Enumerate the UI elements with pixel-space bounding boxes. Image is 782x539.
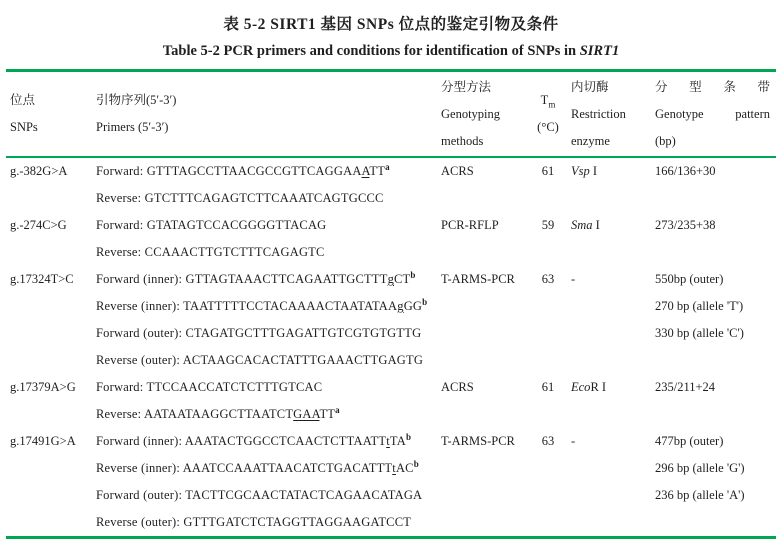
- primer-line: [96, 401, 437, 428]
- primer-line: [96, 509, 437, 536]
- header-tm-symbol: $T_m$: [540, 93, 556, 110]
- header-tm-unit: (°C): [537, 120, 559, 134]
- sequence-text: GG: [403, 299, 423, 313]
- footnote-marker: a: [335, 404, 340, 415]
- header-snp: [6, 71, 92, 158]
- pcr-primers-table: [6, 69, 776, 539]
- pattern-line: 550bp (outer): [655, 272, 724, 286]
- primer-line: [96, 482, 437, 509]
- primer-line: [96, 428, 437, 455]
- tm-subscript: m: [548, 99, 556, 110]
- enzyme-cell: [567, 157, 651, 212]
- primer-line: [96, 185, 437, 212]
- mismatch-base: g: [397, 299, 404, 313]
- header-snp-zh: 位点: [10, 93, 36, 107]
- sequence-text: TT: [319, 407, 336, 421]
- table-row: [6, 374, 776, 428]
- restriction-enzyme: [571, 266, 651, 293]
- tm-cell: [529, 428, 567, 538]
- primer-line: [96, 455, 437, 482]
- header-row: [6, 71, 776, 158]
- header-pattern-en: Genotype pattern: [655, 106, 770, 121]
- primers-cell: [92, 266, 437, 374]
- sequence-text: R I: [590, 380, 607, 394]
- pattern-cell: [651, 266, 776, 374]
- table-title-english: [6, 43, 776, 60]
- footnote-marker: a: [385, 161, 390, 172]
- sequence-text: Reverse (inner): TAATTTTTCCTACAAAACTAATATAA: [96, 299, 398, 313]
- enzyme-cell: [567, 428, 651, 538]
- header-enzyme-en2: enzyme: [571, 133, 610, 148]
- footnote-marker: b: [410, 269, 416, 280]
- table-header: [6, 71, 776, 158]
- header-pattern-unit: (bp): [655, 133, 676, 148]
- snp-id: g.17379A>G: [10, 380, 76, 394]
- table-row: [6, 212, 776, 266]
- sequence-text: Forward (inner): GTTAGTAAACTTCAGAATTGCTTT: [96, 272, 388, 286]
- header-enzyme-zh: 内切酶: [571, 79, 609, 94]
- tm-value: 59: [541, 218, 555, 232]
- primer-line: [96, 158, 437, 185]
- table-title-english-text: Table 5-2 PCR primers and conditions for identification of SNPs in: [162, 43, 580, 59]
- header-method: [437, 71, 529, 158]
- sequence-text: Reverse (inner): AAATCCAAATTAACATCTGACATTT: [96, 461, 393, 475]
- pattern-line: 273/235+38: [655, 218, 716, 232]
- table-row: [6, 428, 776, 538]
- mismatch-base: t: [392, 461, 396, 475]
- header-pattern-zh: 分 型 条 带: [655, 79, 770, 94]
- sequence-text: -: [571, 272, 576, 286]
- tm-cell: [529, 374, 567, 428]
- header-enzyme: [567, 71, 651, 158]
- snp-id: g.-382G>A: [10, 164, 68, 178]
- table-body: [6, 157, 776, 538]
- sequence-text: AC: [395, 461, 414, 475]
- header-method-en1: Genotyping: [441, 106, 501, 121]
- header-method-zh: 分型方法: [441, 79, 492, 94]
- genotyping-method: T-ARMS-PCR: [441, 272, 515, 286]
- snp-cell: [6, 157, 92, 212]
- sequence-text: Forward (outer): CTAGATGCTTTGAGATTGTCGTGTGTTG: [96, 326, 422, 340]
- enzyme-name-italic: Eco: [571, 380, 591, 394]
- header-primers: [92, 71, 437, 158]
- mismatch-base: GAA: [293, 407, 320, 421]
- footnote-marker: b: [422, 296, 428, 307]
- tm-value: 63: [541, 434, 555, 448]
- sequence-text: Reverse: AATAATAAGGCTTAATCT: [96, 407, 294, 421]
- mismatch-base: A: [361, 164, 370, 178]
- primers-cell: [92, 374, 437, 428]
- pattern-cell: [651, 428, 776, 538]
- sequence-text: I: [589, 164, 598, 178]
- pattern-line: 235/211+24: [655, 380, 716, 394]
- snp-cell: [6, 266, 92, 374]
- snp-id: g.-274C>G: [10, 218, 67, 232]
- snp-cell: [6, 212, 92, 266]
- pattern-line: 296 bp (allele 'G'): [655, 461, 745, 475]
- sequence-text: I: [592, 218, 600, 232]
- pattern-line: 166/136+30: [655, 164, 716, 178]
- table-title-chinese: 表 5-2 SIRT1 基因 SNPs 位点的鉴定引物及条件: [223, 16, 559, 33]
- sequence-text: Forward: GTTTAGCCTTAACGCCGTTCAGGAA: [96, 164, 362, 178]
- sequence-text: Forward (outer): TACTTCGCAACTATACTCAGAACATAGA: [96, 488, 423, 502]
- table-row: [6, 266, 776, 374]
- sequence-text: Reverse (outer): GTTTGATCTCTAGGTTAGGAAGATCCT: [96, 515, 412, 529]
- sequence-text: Forward (inner): AAATACTGGCCTCAACTCTTAATT: [96, 434, 387, 448]
- restriction-enzyme: [571, 428, 651, 455]
- enzyme-cell: [567, 374, 651, 428]
- pattern-cell: [651, 374, 776, 428]
- pattern-line: 330 bp (allele 'C'): [655, 326, 744, 340]
- header-enzyme-en1: Restriction: [571, 106, 626, 121]
- header-method-en2: methods: [441, 133, 484, 148]
- sequence-text: Reverse (outer): ACTAAGCACACTATTTGAAACTTGAGTG: [96, 353, 424, 367]
- pattern-cell: [651, 157, 776, 212]
- method-cell: [437, 374, 529, 428]
- footnote-marker: b: [405, 431, 412, 442]
- primer-line: [96, 293, 437, 320]
- primer-line: [96, 239, 437, 266]
- genotyping-method: PCR-RFLP: [441, 218, 499, 232]
- primer-line: [96, 347, 437, 374]
- restriction-enzyme: [571, 374, 651, 401]
- genotyping-method: ACRS: [441, 380, 474, 394]
- table-row: [6, 157, 776, 212]
- sequence-text: Reverse: CCAAACTTGTCTTTCAGAGTC: [96, 245, 325, 259]
- mismatch-base: g: [387, 272, 395, 286]
- enzyme-name-italic: Sma: [571, 218, 593, 232]
- enzyme-cell: [567, 266, 651, 374]
- sequence-text: Forward: TTCCAACCATCTCTTTGTCAC: [96, 380, 323, 394]
- primer-line: [96, 374, 437, 401]
- sequence-text: CT: [394, 272, 411, 286]
- method-cell: [437, 428, 529, 538]
- sequence-text: -: [571, 434, 576, 448]
- restriction-enzyme: [571, 158, 651, 185]
- primers-cell: [92, 157, 437, 212]
- pattern-line: 477bp (outer): [655, 434, 724, 448]
- mismatch-base: t: [386, 434, 390, 448]
- tm-value: 61: [541, 380, 555, 394]
- table-title-gene-name: SIRT1: [579, 43, 620, 59]
- pattern-line: 270 bp (allele 'T'): [655, 299, 744, 313]
- sequence-text: Forward: GTATAGTCCACGGGGTTACAG: [96, 218, 327, 232]
- header-tm: [529, 71, 567, 158]
- snp-id: g.17491G>A: [10, 434, 76, 448]
- enzyme-name-italic: Vsp: [571, 164, 590, 178]
- primers-cell: [92, 212, 437, 266]
- tm-value: 63: [541, 272, 555, 286]
- primers-cell: [92, 428, 437, 538]
- sequence-text: TT: [369, 164, 386, 178]
- method-cell: [437, 212, 529, 266]
- enzyme-cell: [567, 212, 651, 266]
- header-primers-zh: 引物序列(5′-3′): [96, 93, 177, 107]
- method-cell: [437, 157, 529, 212]
- pattern-cell: [651, 212, 776, 266]
- genotyping-method: ACRS: [441, 164, 474, 178]
- footnote-marker: b: [413, 458, 419, 469]
- sequence-text: TA: [389, 434, 406, 448]
- primer-line: [96, 212, 437, 239]
- tm-cell: [529, 157, 567, 212]
- method-cell: [437, 266, 529, 374]
- pattern-line: 236 bp (allele 'A'): [655, 488, 745, 502]
- snp-cell: [6, 374, 92, 428]
- primer-line: [96, 320, 437, 347]
- header-primers-en: Primers (5′-3′): [96, 120, 169, 134]
- tm-cell: [529, 266, 567, 374]
- primer-line: [96, 266, 437, 293]
- tm-value: 61: [541, 164, 555, 178]
- restriction-enzyme: [571, 212, 651, 239]
- header-pattern: [651, 71, 776, 158]
- header-snp-en: SNPs: [10, 120, 38, 134]
- snp-id: g.17324T>C: [10, 272, 74, 286]
- genotyping-method: T-ARMS-PCR: [441, 434, 515, 448]
- tm-cell: [529, 212, 567, 266]
- snp-cell: [6, 428, 92, 538]
- sequence-text: Reverse: GTCTTTCAGAGTCTTCAAATCAGTGCCC: [96, 191, 384, 205]
